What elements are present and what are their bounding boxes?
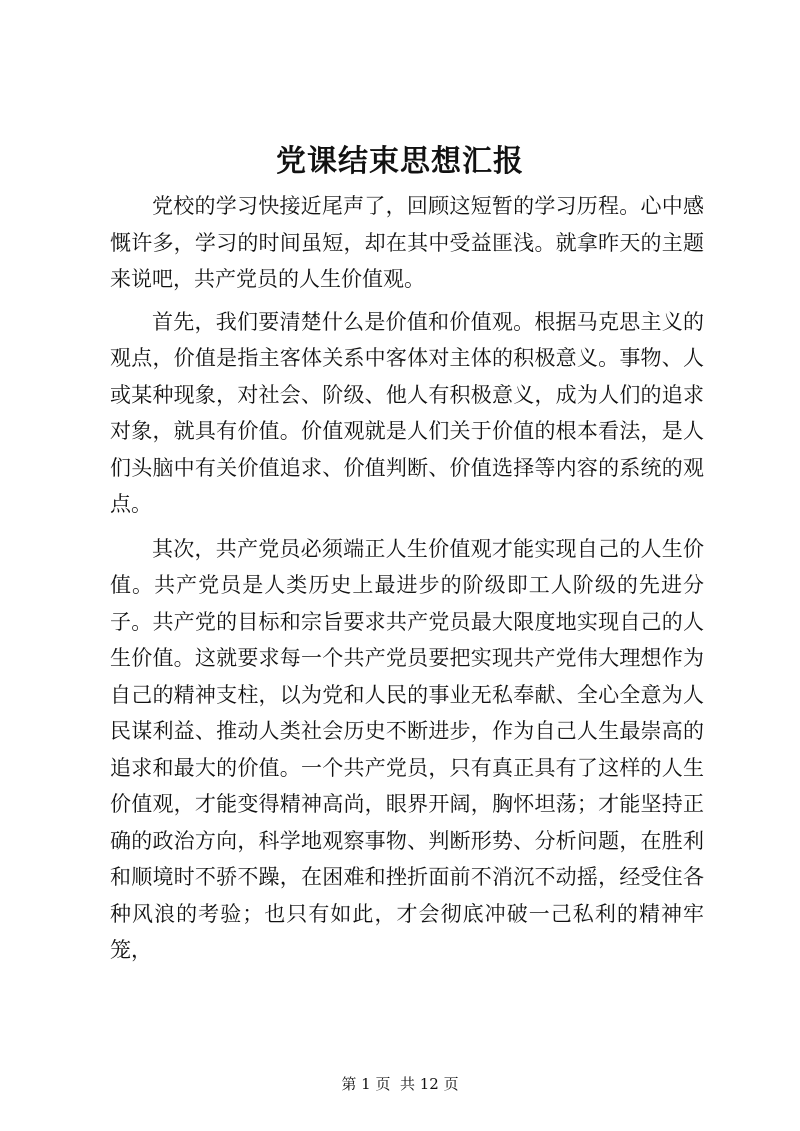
paragraph-values-definition: 首先，我们要清楚什么是价值和价值观。根据马克思主义的观点，价值是指主客体关系中客体对主体的积极意义。事物、人或某种现象，对社会、阶级、他人有积极意义，成为人们的追求对象，就具有价值。价值观就是人们关于价值的根本看法，是人们头脑中有关价值追求、价值判断、价值选择等内容的系统的观点。 [110, 309, 704, 516]
page-footer [0, 1074, 800, 1094]
document-body [110, 188, 704, 969]
paragraph-party-member-values: 其次，共产党员必须端正人生价值观才能实现自己的人生价值。共产党员是人类历史上最进步的阶级即工人阶级的先进分子。共产党的目标和宗旨要求共产党员最大限度地实现自己的人生价值。这就要求每一个共产党员要把实现共产党伟大理想作为自己的精神支柱，以为党和人民的事业无私奉献、全心全意为人民谋利益、推动人类社会历史不断进步，作为自己人生最崇高的追求和最大的价值。一个共产党员，只有真正具有了这样的人生价值观，才能变得精神高尚，眼界开阔，胸怀坦荡；才能坚持正确的政治方向，科学地观察事物、判断形势、分析问题，在胜利和顺境时不骄不躁，在困难和挫折面前不消沉不动摇，经受住各种风浪的考验；也只有如此，才会彻底冲破一己私利的精神牢笼， [110, 536, 704, 962]
paragraph-intro: 党校的学习快接近尾声了，回顾这短暂的学习历程。心中感慨许多，学习的时间虽短，却在其中受益匪浅。就拿昨天的主题来说吧，共产党员的人生价值观。 [110, 194, 704, 291]
page-number: 第 1 页 共 12 页 [341, 1075, 459, 1093]
document-title: 党课结束思想汇报 [276, 144, 524, 179]
